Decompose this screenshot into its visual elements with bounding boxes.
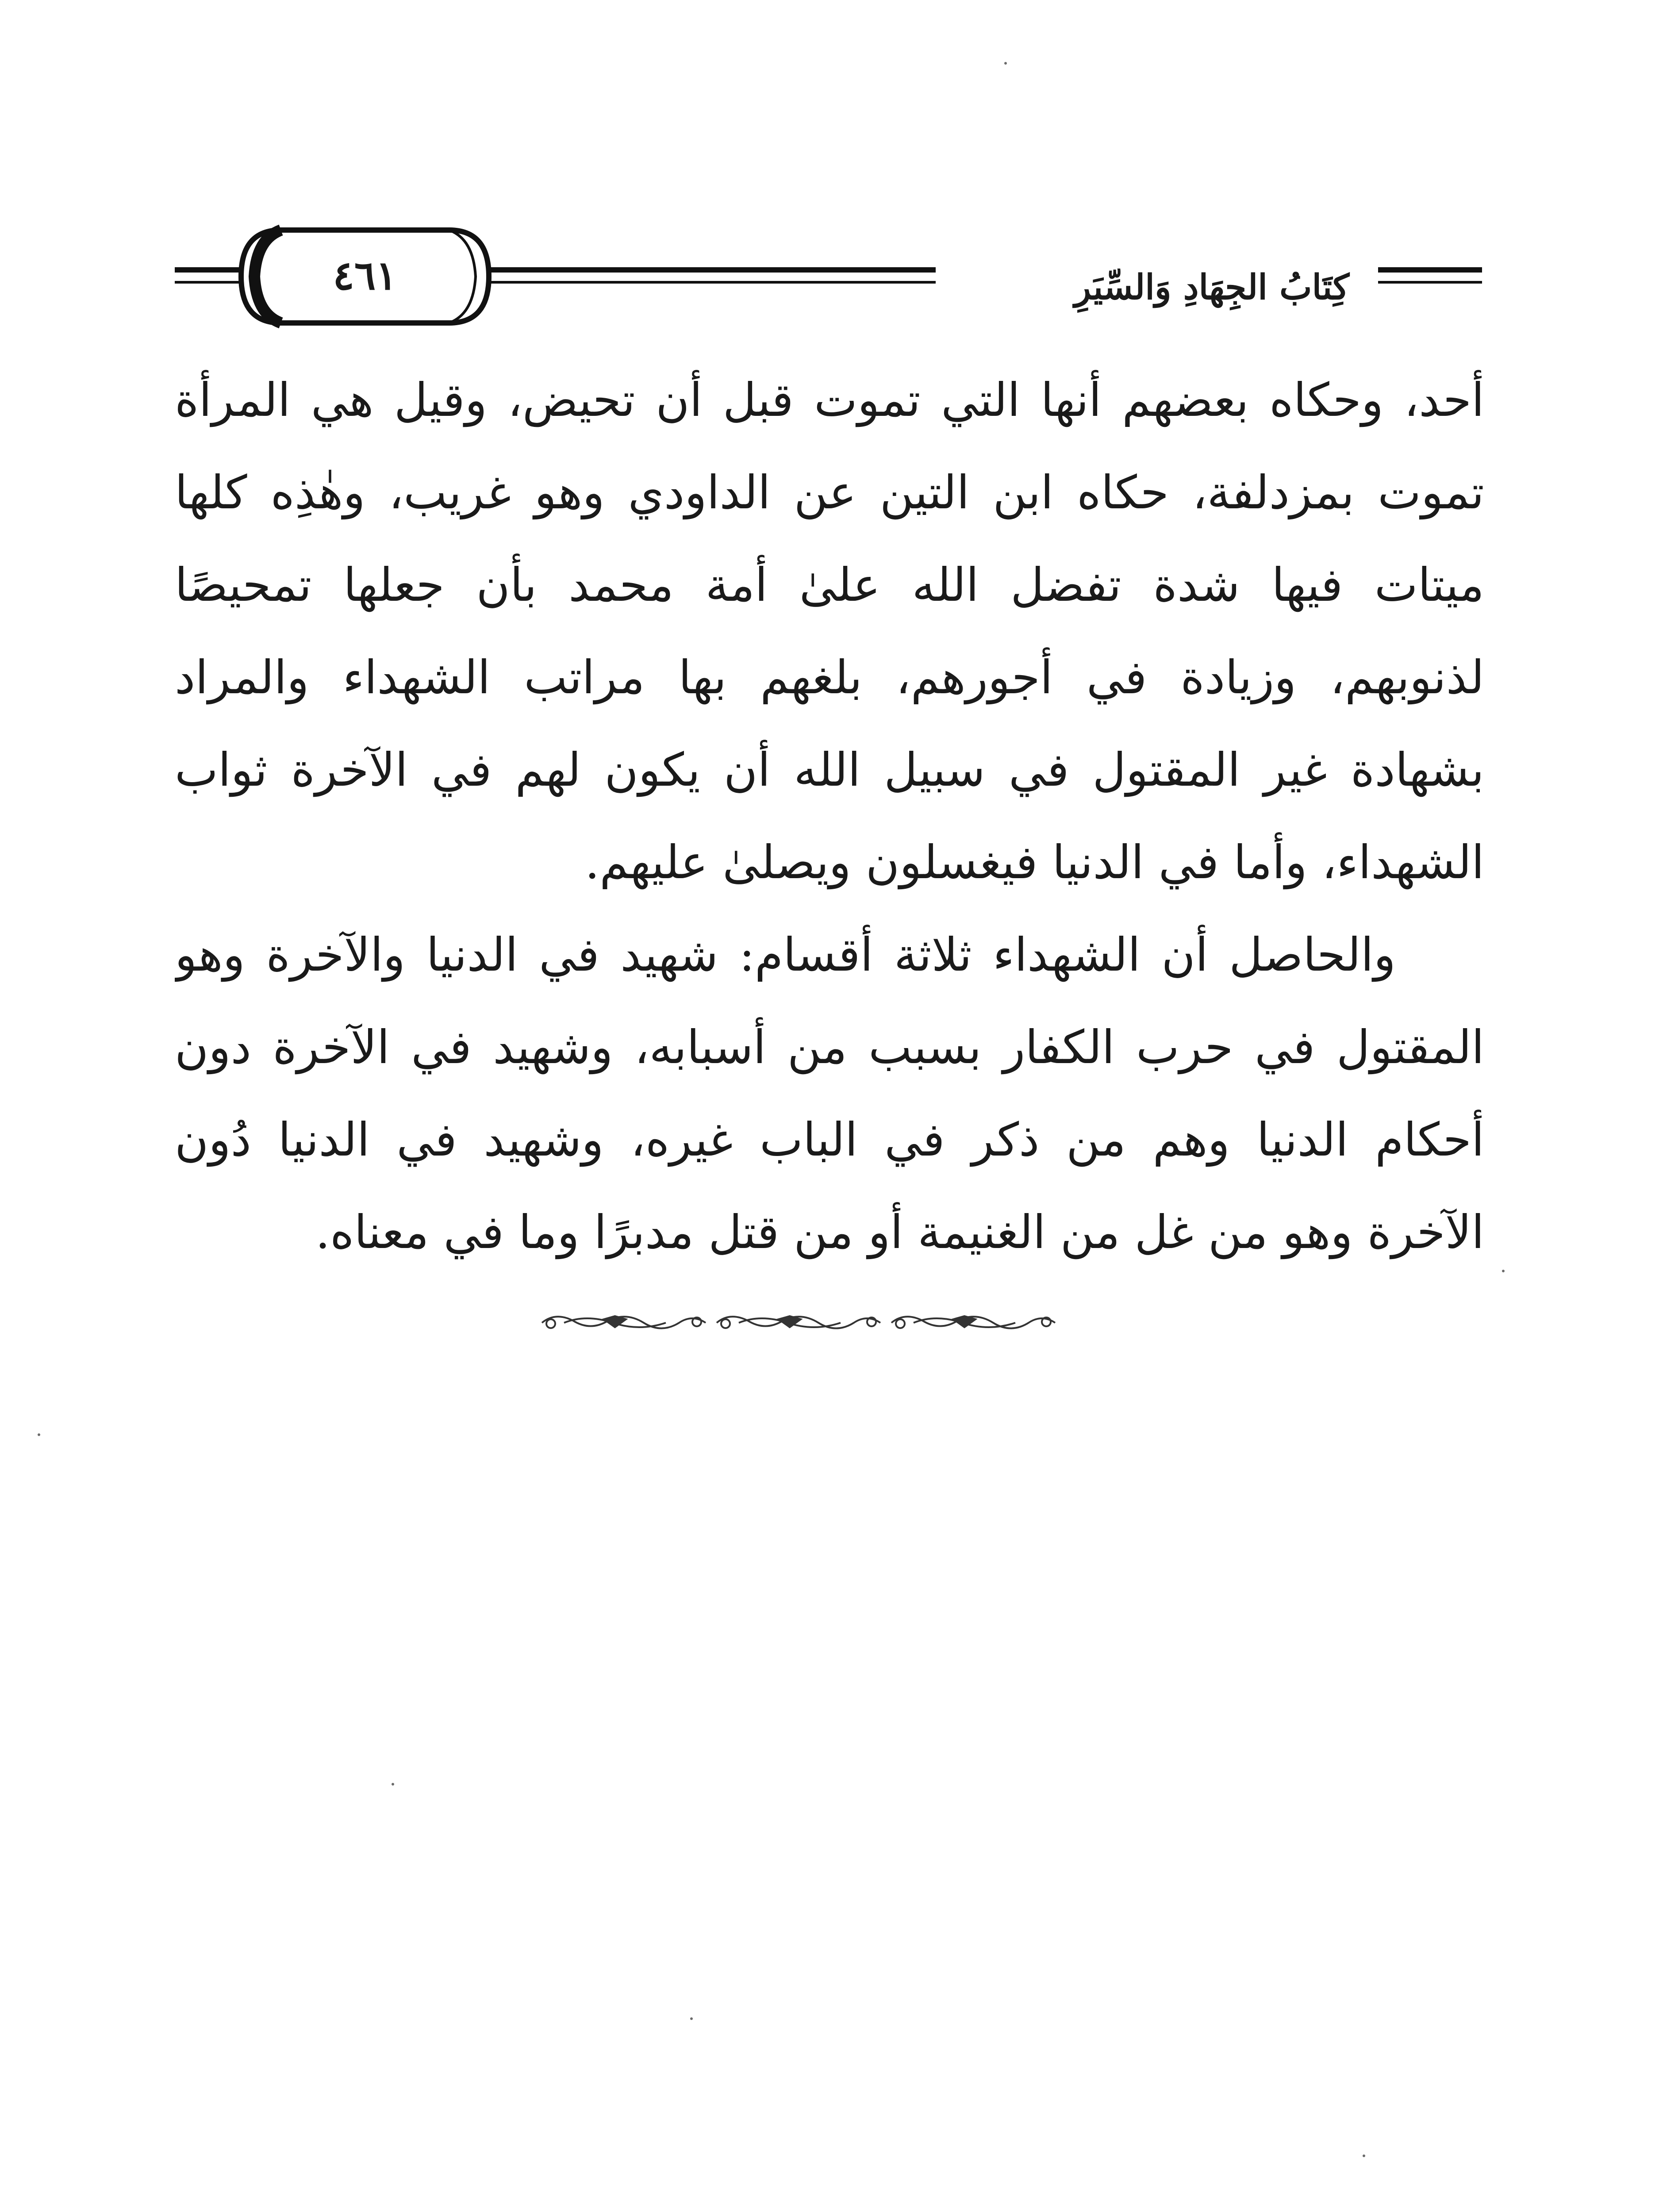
- text-line: أحد، وحكاه بعضهم أنها التي تموت قبل أن تحيض، وقيل هي المرأة: [175, 373, 1484, 427]
- text-line: الآخرة وهو من غل من الغنيمة أو من قتل مدبرًا وما في معناه.: [315, 1205, 1484, 1259]
- page-number: ٤٦١: [333, 252, 397, 299]
- scan-speck: [392, 1783, 394, 1786]
- paragraph-1: [175, 354, 1484, 909]
- text-line: تموت بمزدلفة، حكاه ابن التين عن الداودي وهو غريب، وهٰذِه كلها: [175, 465, 1484, 519]
- text-line: والحاصل أن الشهداء ثلاثة أقسام: شهيد في الدنيا والآخرة وهو: [175, 928, 1396, 982]
- text-line: بشهادة غير المقتول في سبيل الله أن يكون لهم في الآخرة ثواب: [175, 743, 1484, 797]
- scan-speck: [690, 2017, 693, 2020]
- page-header: [175, 212, 1482, 345]
- text-line: الشهداء، وأما في الدنيا فيغسلون ويصلىٰ عليهم.: [585, 835, 1484, 889]
- scan-speck: [1502, 1270, 1505, 1272]
- paragraph-2: [175, 909, 1484, 1279]
- scan-speck: [38, 1433, 40, 1436]
- text-line: أحكام الدنيا وهم من ذكر في الباب غيره، وشهيد في الدنيا دُون: [175, 1113, 1484, 1167]
- scan-speck: [1004, 62, 1007, 65]
- scan-speck: [1363, 2154, 1365, 2157]
- page-body: [175, 354, 1484, 1279]
- text-line: ميتات فيها شدة تفضل الله علىٰ أمة محمد بأن جعلها تمحيصًا: [175, 558, 1484, 612]
- text-line: المقتول في حرب الكفار بسبب من أسبابه، وشهيد في الآخرة دون: [175, 1020, 1484, 1074]
- text-line: لذنوبهم، وزيادة في أجورهم، بلغهم بها مراتب الشهداء والمراد: [175, 650, 1484, 704]
- book-title: كِتَابُ الجِهَادِ وَالسِّيَرِ: [942, 261, 1363, 314]
- ornament-divider: [538, 1310, 1057, 1336]
